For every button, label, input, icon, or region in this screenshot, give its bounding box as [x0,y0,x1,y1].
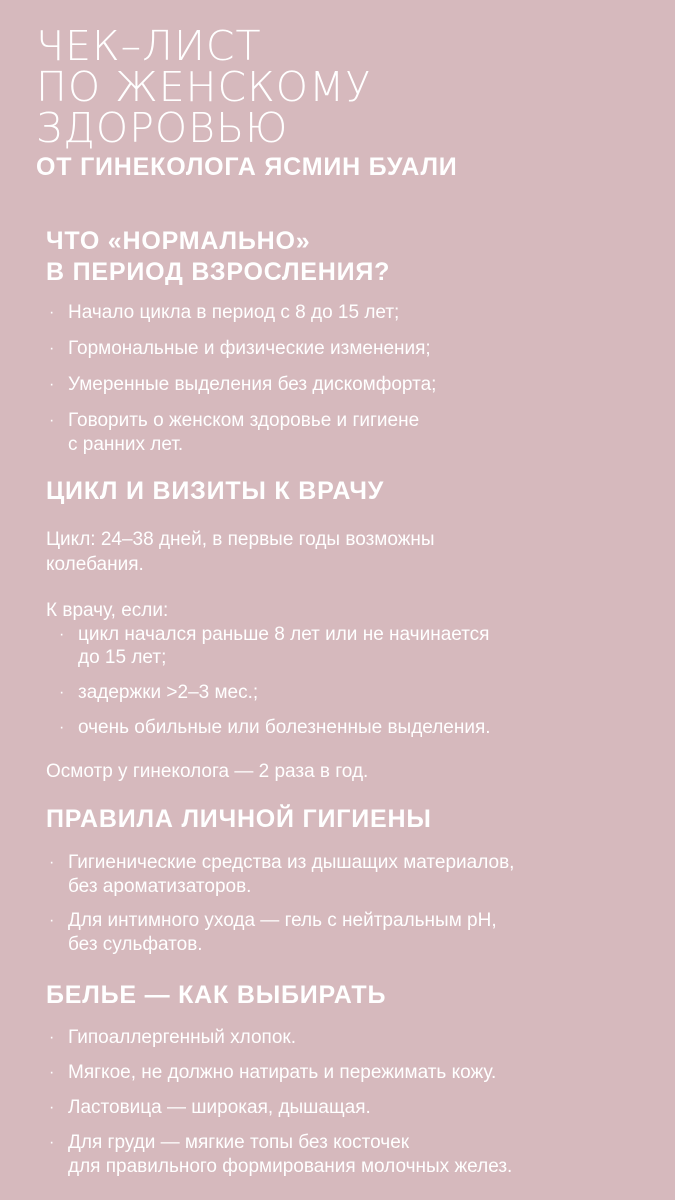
list-item [46,301,436,325]
list-item-text: для правильного формирования молочных желез. [68,1156,513,1177]
list-item-text: без ароматизаторов. [68,876,252,897]
list-item-text: Гипоаллергенный хлопок. [68,1027,296,1048]
list-item-text: цикл начался раньше 8 лет или не начинается [78,624,490,645]
doctor-reasons-list [56,623,491,739]
list-item-text: до 15 лет; [78,647,167,668]
list-item [46,909,514,957]
list-item [46,337,436,361]
hygiene-list [46,851,514,957]
underwear-list [46,1026,512,1179]
list-item [46,851,514,899]
list-item-text: Гигиенические средства из дышащих материалов, [68,852,515,873]
cycle-text-line: Цикл: 24–38 дней, в первые годы возможны [46,529,435,550]
list-item-text: Умеренные выделения без дискомфорта; [68,374,437,395]
list-item [46,409,436,457]
page-title [36,22,372,152]
checkup-text: Осмотр у гинеколога — 2 раза в год. [46,761,369,782]
title-line: ЧЕК–ЛИСТ [36,22,262,70]
list-item-text: задержки >2–3 мес.; [78,682,259,703]
section-heading-cycle: ЦИКЛ И ВИЗИТЫ К ВРАЧУ [46,477,385,505]
list-item [56,681,491,704]
list-item-text: Гормональные и физические изменения; [68,338,431,359]
bullet-icon: · [49,912,55,929]
puberty-list [46,301,436,457]
list-item [46,1096,512,1120]
bullet-icon: · [49,1064,55,1081]
section-heading-puberty [46,226,390,288]
title-line: ЗДОРОВЬЮ [36,104,289,152]
bullet-icon: · [59,684,65,701]
bullet-icon: · [49,854,55,871]
bullet-icon: · [49,412,55,429]
bullet-icon: · [49,376,55,393]
bullet-icon: · [59,719,65,736]
heading-line: ЧТО «НОРМАЛЬНО» [46,227,311,255]
list-item-text: Ластовица — широкая, дышащая. [68,1097,371,1118]
section-heading-underwear: БЕЛЬЕ — КАК ВЫБИРАТЬ [46,981,387,1009]
list-item-text: без сульфатов. [68,934,203,955]
list-item [56,716,491,739]
list-item [46,373,436,397]
list-item-text: Для груди — мягкие топы без косточек [68,1132,410,1153]
bullet-icon: · [49,1134,55,1151]
list-item-text: Мягкое, не должно натирать и пережимать кожу. [68,1062,497,1083]
bullet-icon: · [49,1099,55,1116]
list-item-text: очень обильные или болезненные выделения. [78,717,491,738]
bullet-icon: · [59,626,65,643]
heading-line: В ПЕРИОД ВЗРОСЛЕНИЯ? [46,258,391,286]
bullet-icon: · [49,1029,55,1046]
list-item-text: Говорить о женском здоровье и гигиене [68,410,420,431]
section-heading-hygiene: ПРАВИЛА ЛИЧНОЙ ГИГИЕНЫ [46,805,432,833]
list-item [46,1061,512,1085]
list-item-text: Для интимного ухода — гель с нейтральным pH, [68,910,497,931]
page-subtitle: ОТ ГИНЕКОЛОГА ЯСМИН БУАЛИ [36,153,458,181]
list-item [46,1026,512,1050]
doctor-intro: К врачу, если: [46,600,169,621]
bullet-icon: · [49,340,55,357]
list-item [46,1131,512,1179]
title-line: ПО ЖЕНСКОМУ [36,63,372,111]
bullet-icon: · [49,304,55,321]
cycle-text [46,527,435,577]
list-item-text: с ранних лет. [68,434,184,455]
list-item-text: Начало цикла в период с 8 до 15 лет; [68,302,400,323]
cycle-text-line: колебания. [46,554,144,575]
list-item [56,623,491,669]
